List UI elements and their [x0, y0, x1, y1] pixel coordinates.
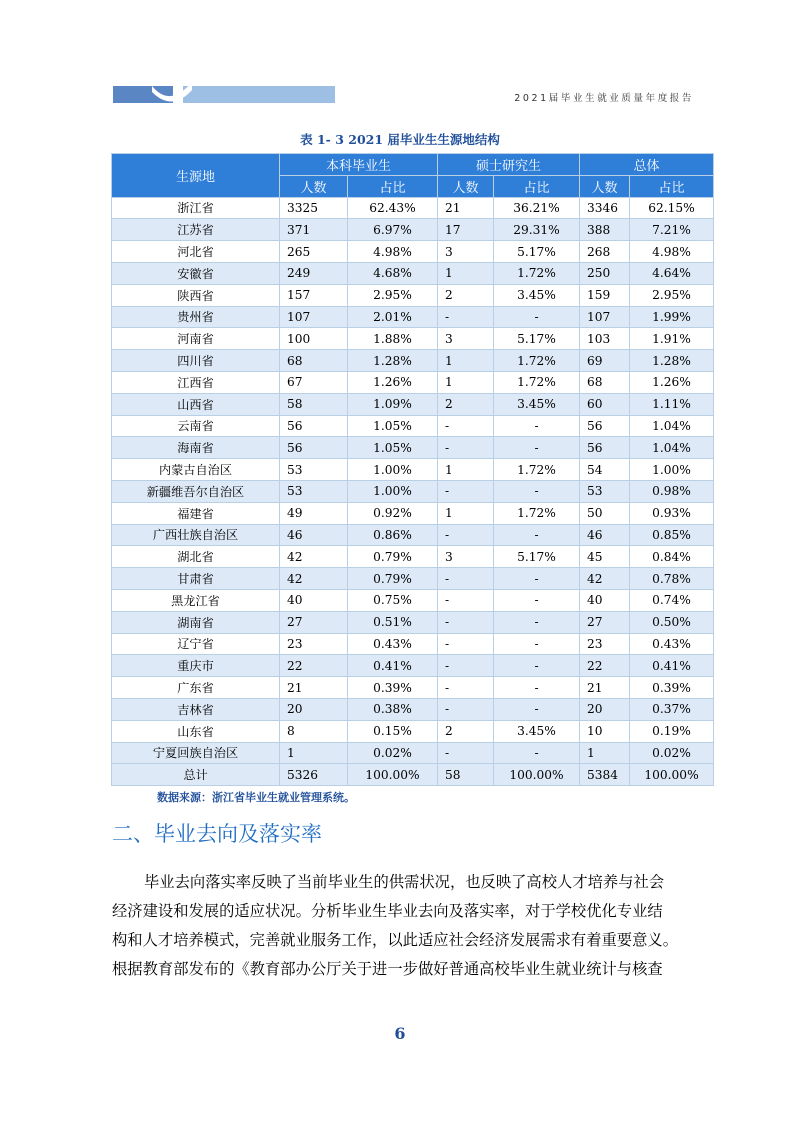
subheader-count: 人数	[580, 175, 630, 197]
overall-pct-cell: 0.85%	[630, 524, 714, 546]
ms-count-cell: -	[438, 698, 494, 720]
overall-count-cell: 22	[580, 655, 630, 677]
overall-pct-cell: 1.04%	[630, 415, 714, 437]
ug-count-cell: 23	[280, 633, 348, 655]
ms-count-cell: 3	[438, 328, 494, 350]
ug-pct-cell: 2.95%	[348, 284, 438, 306]
ms-pct-cell: 5.17%	[494, 328, 580, 350]
overall-count-cell: 10	[580, 720, 630, 742]
table-row	[112, 241, 714, 263]
ug-count-cell: 53	[280, 480, 348, 502]
ms-pct-cell: 1.72%	[494, 502, 580, 524]
overall-count-cell: 388	[580, 219, 630, 241]
region-cell: 安徽省	[112, 262, 280, 284]
overall-pct-cell: 62.15%	[630, 197, 714, 219]
ug-count-cell: 22	[280, 655, 348, 677]
total-ug-pct: 100.00%	[348, 764, 438, 786]
ug-count-cell: 21	[280, 677, 348, 699]
region-cell: 新疆维吾尔自治区	[112, 480, 280, 502]
subheader-percent: 占比	[494, 175, 580, 197]
ms-count-cell: 2	[438, 720, 494, 742]
overall-pct-cell: 0.93%	[630, 502, 714, 524]
header-undergrad: 本科毕业生	[280, 154, 438, 176]
ug-count-cell: 20	[280, 698, 348, 720]
ms-count-cell: 3	[438, 241, 494, 263]
region-cell: 广西壮族自治区	[112, 524, 280, 546]
ms-pct-cell: -	[494, 524, 580, 546]
region-cell: 贵州省	[112, 306, 280, 328]
overall-count-cell: 53	[580, 480, 630, 502]
ug-pct-cell: 4.98%	[348, 241, 438, 263]
ug-pct-cell: 0.79%	[348, 568, 438, 590]
overall-pct-cell: 1.28%	[630, 350, 714, 372]
overall-count-cell: 23	[580, 633, 630, 655]
ug-count-cell: 100	[280, 328, 348, 350]
table-row	[112, 459, 714, 481]
table-row	[112, 371, 714, 393]
source-region-table	[111, 153, 714, 786]
table-row	[112, 306, 714, 328]
ms-pct-cell: -	[494, 677, 580, 699]
ms-pct-cell: 3.45%	[494, 720, 580, 742]
ms-count-cell: -	[438, 742, 494, 764]
ms-pct-cell: 3.45%	[494, 284, 580, 306]
total-ug-count: 5326	[280, 764, 348, 786]
overall-count-cell: 45	[580, 546, 630, 568]
ug-count-cell: 56	[280, 437, 348, 459]
ug-count-cell: 42	[280, 568, 348, 590]
ug-count-cell: 56	[280, 415, 348, 437]
ug-count-cell: 42	[280, 546, 348, 568]
overall-count-cell: 21	[580, 677, 630, 699]
table-row	[112, 437, 714, 459]
region-cell: 黑龙江省	[112, 589, 280, 611]
region-cell: 四川省	[112, 350, 280, 372]
ug-pct-cell: 0.02%	[348, 742, 438, 764]
ug-pct-cell: 1.26%	[348, 371, 438, 393]
table-row	[112, 219, 714, 241]
ms-count-cell: -	[438, 415, 494, 437]
ms-pct-cell: 1.72%	[494, 262, 580, 284]
region-cell: 宁夏回族自治区	[112, 742, 280, 764]
overall-pct-cell: 2.95%	[630, 284, 714, 306]
ms-count-cell: 3	[438, 546, 494, 568]
ms-count-cell: -	[438, 611, 494, 633]
region-cell: 甘肃省	[112, 568, 280, 590]
region-cell: 云南省	[112, 415, 280, 437]
region-cell: 陕西省	[112, 284, 280, 306]
ms-count-cell: -	[438, 677, 494, 699]
overall-pct-cell: 4.64%	[630, 262, 714, 284]
overall-count-cell: 20	[580, 698, 630, 720]
overall-count-cell: 268	[580, 241, 630, 263]
ug-count-cell: 249	[280, 262, 348, 284]
ug-pct-cell: 0.75%	[348, 589, 438, 611]
ug-count-cell: 107	[280, 306, 348, 328]
ug-count-cell: 265	[280, 241, 348, 263]
table-header-row	[112, 154, 714, 176]
overall-count-cell: 1	[580, 742, 630, 764]
ug-pct-cell: 4.68%	[348, 262, 438, 284]
ms-pct-cell: -	[494, 698, 580, 720]
overall-count-cell: 68	[580, 371, 630, 393]
ug-count-cell: 58	[280, 393, 348, 415]
ms-count-cell: 1	[438, 502, 494, 524]
ug-pct-cell: 1.00%	[348, 480, 438, 502]
table-row	[112, 350, 714, 372]
overall-pct-cell: 1.04%	[630, 437, 714, 459]
overall-count-cell: 56	[580, 437, 630, 459]
overall-count-cell: 60	[580, 393, 630, 415]
overall-count-cell: 27	[580, 611, 630, 633]
body-paragraph	[112, 868, 704, 984]
table-body	[112, 197, 714, 764]
region-cell: 江苏省	[112, 219, 280, 241]
table-row	[112, 633, 714, 655]
overall-count-cell: 40	[580, 589, 630, 611]
ms-count-cell: -	[438, 568, 494, 590]
ms-pct-cell: 1.72%	[494, 371, 580, 393]
overall-pct-cell: 0.74%	[630, 589, 714, 611]
ms-pct-cell: 29.31%	[494, 219, 580, 241]
overall-count-cell: 103	[580, 328, 630, 350]
ms-pct-cell: 5.17%	[494, 546, 580, 568]
total-ms-pct: 100.00%	[494, 764, 580, 786]
overall-pct-cell: 0.84%	[630, 546, 714, 568]
subheader-percent: 占比	[630, 175, 714, 197]
ug-count-cell: 371	[280, 219, 348, 241]
region-cell: 山西省	[112, 393, 280, 415]
ug-count-cell: 1	[280, 742, 348, 764]
ms-count-cell: -	[438, 306, 494, 328]
overall-pct-cell: 1.91%	[630, 328, 714, 350]
ms-pct-cell: 1.72%	[494, 350, 580, 372]
ms-pct-cell: -	[494, 415, 580, 437]
ms-count-cell: 1	[438, 371, 494, 393]
table-row	[112, 328, 714, 350]
table-row	[112, 480, 714, 502]
table-row	[112, 742, 714, 764]
overall-pct-cell: 0.19%	[630, 720, 714, 742]
data-source-note: 数据来源：浙江省毕业生就业管理系统。	[157, 791, 355, 804]
ug-pct-cell: 1.88%	[348, 328, 438, 350]
page-number: 6	[394, 1024, 406, 1043]
table-caption: 表 1- 3 2021 届毕业生生源地结构	[300, 132, 500, 147]
overall-pct-cell: 0.41%	[630, 655, 714, 677]
ms-pct-cell: -	[494, 611, 580, 633]
table-row	[112, 262, 714, 284]
table-row	[112, 415, 714, 437]
table-row	[112, 524, 714, 546]
header-masters: 硕士研究生	[438, 154, 580, 176]
paragraph-line: 毕业去向落实率反映了当前毕业生的供需状况，也反映了高校人才培养与社会	[144, 873, 665, 891]
overall-pct-cell: 0.78%	[630, 568, 714, 590]
ms-pct-cell: -	[494, 306, 580, 328]
ug-count-cell: 27	[280, 611, 348, 633]
table-row	[112, 655, 714, 677]
region-cell: 辽宁省	[112, 633, 280, 655]
ug-count-cell: 157	[280, 284, 348, 306]
overall-count-cell: 46	[580, 524, 630, 546]
ms-count-cell: -	[438, 524, 494, 546]
table-row	[112, 698, 714, 720]
table-row	[112, 611, 714, 633]
overall-pct-cell: 0.02%	[630, 742, 714, 764]
ug-count-cell: 3325	[280, 197, 348, 219]
ug-pct-cell: 1.05%	[348, 415, 438, 437]
overall-count-cell: 159	[580, 284, 630, 306]
ug-count-cell: 8	[280, 720, 348, 742]
ms-pct-cell: 1.72%	[494, 459, 580, 481]
ug-pct-cell: 0.41%	[348, 655, 438, 677]
table-row	[112, 393, 714, 415]
ms-count-cell: 1	[438, 350, 494, 372]
ug-pct-cell: 1.00%	[348, 459, 438, 481]
total-overall-pct: 100.00%	[630, 764, 714, 786]
overall-pct-cell: 0.98%	[630, 480, 714, 502]
ug-pct-cell: 2.01%	[348, 306, 438, 328]
paragraph-line: 经济建设和发展的适应状况。分析毕业生毕业去向及落实率，对于学校优化专业结	[112, 902, 663, 920]
ms-pct-cell: -	[494, 589, 580, 611]
subheader-count: 人数	[280, 175, 348, 197]
ms-pct-cell: -	[494, 480, 580, 502]
ms-count-cell: -	[438, 633, 494, 655]
total-ms-count: 58	[438, 764, 494, 786]
ms-count-cell: 1	[438, 459, 494, 481]
overall-pct-cell: 1.99%	[630, 306, 714, 328]
total-overall-count: 5384	[580, 764, 630, 786]
header-overall: 总体	[580, 154, 714, 176]
overall-count-cell: 42	[580, 568, 630, 590]
region-cell: 河北省	[112, 241, 280, 263]
region-cell: 重庆市	[112, 655, 280, 677]
header-band-light	[183, 86, 335, 103]
ms-pct-cell: -	[494, 742, 580, 764]
ug-count-cell: 40	[280, 589, 348, 611]
region-cell: 湖南省	[112, 611, 280, 633]
region-cell: 浙江省	[112, 197, 280, 219]
ug-count-cell: 46	[280, 524, 348, 546]
ug-pct-cell: 0.15%	[348, 720, 438, 742]
overall-count-cell: 69	[580, 350, 630, 372]
ug-pct-cell: 1.05%	[348, 437, 438, 459]
overall-pct-cell: 1.00%	[630, 459, 714, 481]
ug-pct-cell: 1.28%	[348, 350, 438, 372]
region-cell: 湖北省	[112, 546, 280, 568]
table-total-row	[112, 764, 714, 786]
ug-count-cell: 49	[280, 502, 348, 524]
report-title: 2021届毕业生就业质量年度报告	[514, 93, 694, 104]
ms-pct-cell: -	[494, 633, 580, 655]
ms-count-cell: -	[438, 480, 494, 502]
ug-pct-cell: 0.39%	[348, 677, 438, 699]
ms-count-cell: 1	[438, 262, 494, 284]
ms-pct-cell: -	[494, 655, 580, 677]
region-cell: 江西省	[112, 371, 280, 393]
paragraph-line: 构和人才培养模式，完善就业服务工作，以此适应社会经济发展需求有着重要意义。	[112, 931, 678, 949]
subheader-percent: 占比	[348, 175, 438, 197]
header-swoosh-icon	[150, 78, 194, 108]
table-row	[112, 197, 714, 219]
table-row	[112, 568, 714, 590]
overall-count-cell: 54	[580, 459, 630, 481]
paragraph-line: 根据教育部发布的《教育部办公厅关于进一步做好普通高校毕业生就业统计与核查	[112, 960, 663, 978]
table-row	[112, 284, 714, 306]
ug-pct-cell: 0.38%	[348, 698, 438, 720]
region-cell: 吉林省	[112, 698, 280, 720]
ug-pct-cell: 0.92%	[348, 502, 438, 524]
total-label: 总计	[112, 764, 280, 786]
ms-pct-cell: -	[494, 568, 580, 590]
overall-pct-cell: 7.21%	[630, 219, 714, 241]
overall-count-cell: 50	[580, 502, 630, 524]
ms-count-cell: 2	[438, 393, 494, 415]
ug-pct-cell: 6.97%	[348, 219, 438, 241]
overall-pct-cell: 0.50%	[630, 611, 714, 633]
region-cell: 河南省	[112, 328, 280, 350]
ug-pct-cell: 62.43%	[348, 197, 438, 219]
ms-pct-cell: 5.17%	[494, 241, 580, 263]
ug-pct-cell: 0.86%	[348, 524, 438, 546]
region-cell: 山东省	[112, 720, 280, 742]
table-row	[112, 546, 714, 568]
section-heading: 二、毕业去向及落实率	[112, 822, 322, 846]
ug-pct-cell: 0.79%	[348, 546, 438, 568]
ug-count-cell: 68	[280, 350, 348, 372]
region-cell: 海南省	[112, 437, 280, 459]
table-row	[112, 502, 714, 524]
table-row	[112, 589, 714, 611]
overall-pct-cell: 0.39%	[630, 677, 714, 699]
overall-count-cell: 56	[580, 415, 630, 437]
table-row	[112, 720, 714, 742]
ms-count-cell: 2	[438, 284, 494, 306]
ms-pct-cell: 3.45%	[494, 393, 580, 415]
overall-count-cell: 107	[580, 306, 630, 328]
ms-pct-cell: -	[494, 437, 580, 459]
ms-count-cell: -	[438, 437, 494, 459]
ms-count-cell: -	[438, 589, 494, 611]
region-cell: 内蒙古自治区	[112, 459, 280, 481]
overall-pct-cell: 4.98%	[630, 241, 714, 263]
ug-count-cell: 53	[280, 459, 348, 481]
ug-pct-cell: 0.43%	[348, 633, 438, 655]
header-region: 生源地	[112, 154, 280, 198]
table-row	[112, 677, 714, 699]
region-cell: 广东省	[112, 677, 280, 699]
subheader-count: 人数	[438, 175, 494, 197]
ms-pct-cell: 36.21%	[494, 197, 580, 219]
overall-count-cell: 250	[580, 262, 630, 284]
ug-count-cell: 67	[280, 371, 348, 393]
overall-pct-cell: 0.43%	[630, 633, 714, 655]
overall-pct-cell: 0.37%	[630, 698, 714, 720]
region-cell: 福建省	[112, 502, 280, 524]
ug-pct-cell: 1.09%	[348, 393, 438, 415]
ms-count-cell: 17	[438, 219, 494, 241]
ug-pct-cell: 0.51%	[348, 611, 438, 633]
ms-count-cell: -	[438, 655, 494, 677]
overall-pct-cell: 1.11%	[630, 393, 714, 415]
overall-pct-cell: 1.26%	[630, 371, 714, 393]
overall-count-cell: 3346	[580, 197, 630, 219]
ms-count-cell: 21	[438, 197, 494, 219]
